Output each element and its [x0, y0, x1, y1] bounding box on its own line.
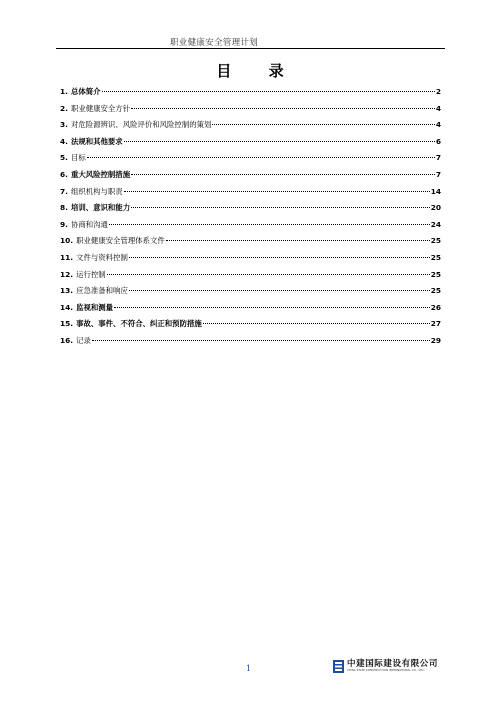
toc-entry-page: 2 [435, 87, 441, 96]
company-name-cn: 中建国际建设有限公司 [347, 659, 439, 669]
toc-entry-page: 4 [435, 120, 441, 130]
toc-entry-number: 4. [60, 136, 68, 146]
toc-entry-page: 7 [435, 169, 441, 179]
toc-entry-label: 文件与资料控制 [76, 252, 128, 262]
toc-entry-number: 5. [60, 153, 68, 163]
toc-entry-number: 12. [60, 269, 74, 279]
toc-entry-page: 24 [430, 219, 441, 229]
toc-entry[interactable] [60, 333, 441, 350]
toc-entry-page: 29 [430, 335, 441, 345]
toc-dot-leader [131, 174, 435, 175]
toc-entry-page: 14 [430, 186, 441, 196]
toc-entry[interactable] [60, 283, 441, 300]
toc-entry[interactable] [60, 150, 441, 167]
toc-dot-leader [102, 91, 435, 92]
toc-dot-leader [131, 207, 430, 208]
toc-entry-label: 法规和其他要求 [70, 136, 123, 146]
toc-entry-number: 10. [60, 236, 74, 246]
toc-entry-label: 协商和沟通 [70, 219, 108, 229]
toc-entry-number: 3. [60, 120, 68, 130]
toc-entry[interactable] [60, 117, 441, 134]
toc-entry-page: 7 [435, 153, 441, 163]
toc-entry-number: 8. [60, 203, 68, 213]
toc-entry-page: 25 [430, 236, 441, 246]
toc-dot-leader [124, 191, 430, 192]
toc-entry-page: 25 [430, 286, 441, 296]
toc-dot-leader [109, 224, 430, 225]
toc-entry-label: 记录 [76, 335, 91, 345]
toc-entry-number: 7. [60, 186, 68, 196]
toc-entry-number: 15. [60, 319, 74, 329]
company-logo [333, 659, 438, 673]
toc-dot-leader [166, 240, 430, 241]
toc-dot-leader [114, 307, 430, 308]
toc-entry[interactable] [60, 84, 441, 101]
toc-entry-label: 组织机构与职责 [70, 186, 123, 196]
toc-entry-number: 2. [60, 103, 68, 113]
toc-entry-page: 25 [430, 269, 441, 279]
toc-dot-leader [87, 157, 435, 158]
toc-dot-leader [129, 257, 430, 258]
page-header [56, 34, 445, 49]
toc-entry-page: 6 [435, 136, 441, 146]
toc-entry-page: 25 [430, 252, 441, 262]
toc-entry[interactable] [60, 316, 441, 333]
table-of-contents [60, 84, 441, 350]
toc-entry-label: 目标 [70, 153, 86, 163]
toc-entry-number: 11. [60, 252, 74, 262]
toc-entry[interactable] [60, 250, 441, 267]
toc-entry[interactable] [60, 267, 441, 284]
toc-entry-number: 13. [60, 286, 74, 296]
toc-entry-label: 培训、意识和能力 [70, 203, 131, 213]
toc-entry-number: 1. [60, 87, 68, 96]
toc-entry[interactable] [60, 233, 441, 250]
toc-dot-leader [131, 108, 435, 109]
toc-entry-label: 事故、事件、不符合、纠正和预防措施 [76, 319, 202, 329]
toc-entry[interactable] [60, 167, 441, 184]
toc-entry-page: 26 [430, 302, 441, 312]
toc-dot-leader [92, 340, 430, 341]
toc-entry-label: 职业健康安全方针 [70, 103, 131, 113]
header-title: 职业健康安全管理计划 [170, 38, 259, 48]
toc-entry-number: 14. [60, 302, 74, 312]
toc-dot-leader [212, 124, 434, 125]
toc-entry-label: 运行控制 [76, 269, 106, 279]
toc-dot-leader [129, 290, 430, 291]
company-name-en: CHINA STATE CONSTRUCTION INTERNATIONAL CO., LTD. [347, 669, 425, 672]
toc-entry[interactable] [60, 184, 441, 201]
toc-entry-label: 应急准备和响应 [76, 286, 128, 296]
toc-entry-page: 20 [430, 203, 441, 213]
toc-entry[interactable] [60, 101, 441, 118]
toc-entry-label: 职业健康安全管理体系文件 [76, 236, 165, 246]
toc-entry-page: 27 [430, 319, 441, 329]
toc-dot-leader [203, 323, 430, 324]
toc-title: 目 录 [216, 62, 300, 80]
toc-entry-label: 对危险源辨识、风险评价和风险控制的策划 [70, 120, 212, 130]
toc-entry-label: 总体简介 [70, 87, 101, 96]
page-number: 1 [246, 664, 252, 673]
toc-entry-label: 重大风险控制措施 [70, 169, 131, 179]
toc-entry-number: 9. [60, 219, 68, 229]
toc-entry[interactable] [60, 200, 441, 217]
toc-entry-label: 监视和测量 [76, 302, 114, 312]
toc-entry-number: 6. [60, 169, 68, 179]
toc-entry-page: 4 [435, 103, 441, 113]
toc-entry[interactable] [60, 217, 441, 234]
cscec-logo-icon [333, 660, 344, 673]
toc-entry-number: 16. [60, 335, 74, 345]
toc-dot-leader [107, 274, 430, 275]
toc-entry[interactable] [60, 300, 441, 317]
toc-dot-leader [124, 141, 435, 142]
toc-entry[interactable] [60, 134, 441, 151]
